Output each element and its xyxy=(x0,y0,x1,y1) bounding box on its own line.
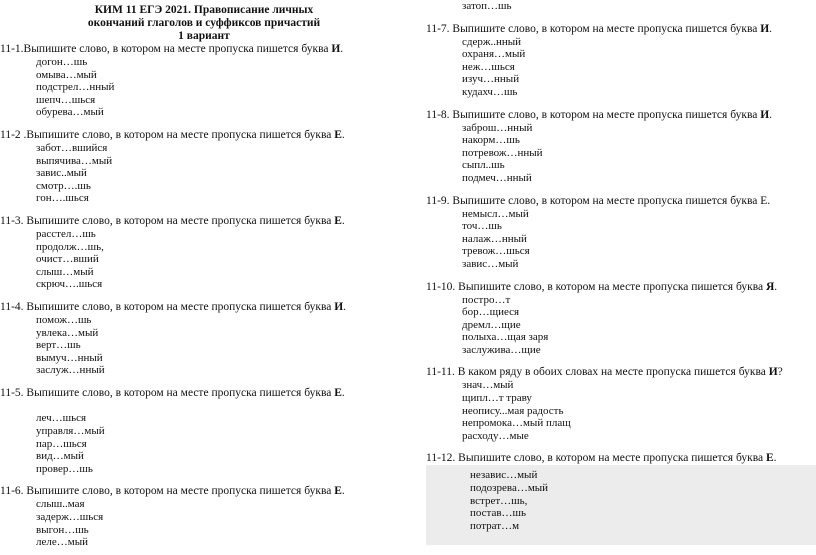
task-item xyxy=(0,387,408,476)
task-word: постро…т xyxy=(462,293,511,306)
task-letter: Е xyxy=(765,452,774,465)
task-question xyxy=(426,452,816,465)
task-word: вымуч…нный xyxy=(36,351,103,364)
task-word: управля…мый xyxy=(36,425,105,438)
task-item xyxy=(0,43,408,119)
task-question-tail: ? xyxy=(777,366,783,379)
task-word: немысл…мый xyxy=(462,207,529,220)
task-word: накорм…шь xyxy=(462,134,520,147)
task-question-text: 11-11. В каком ряду в обоих словах на месте пропуска пишется буква xyxy=(426,366,769,379)
task-question xyxy=(0,129,408,142)
task-question-tail: . xyxy=(341,128,345,141)
task-question-text: 11-7. Выпишите слово, в котором на месте пропуска пишется буква xyxy=(426,22,761,35)
task-word: очист…вший xyxy=(36,253,99,266)
task-word: полыха…щая заря xyxy=(462,331,549,344)
task-letter: Е xyxy=(334,214,342,227)
task-letter: Е xyxy=(334,485,342,498)
task-question xyxy=(0,215,408,228)
header-title xyxy=(0,4,408,43)
left-task-list xyxy=(0,43,408,549)
task-question-text: 11-5. Выпишите слово, в котором на месте пропуска пишется буква xyxy=(0,386,335,399)
task-question xyxy=(0,301,408,314)
task-word-list xyxy=(462,122,816,185)
task-word: изуч…нный xyxy=(462,73,520,86)
right-task-list xyxy=(426,23,816,546)
task-item xyxy=(426,23,816,99)
task-item xyxy=(426,109,816,185)
task-question-tail: . xyxy=(769,108,773,121)
task-letter: И xyxy=(334,300,344,313)
task-question-tail: . xyxy=(341,386,345,399)
task-word-list xyxy=(462,36,816,99)
task-letter: Я xyxy=(765,280,775,293)
task-word: забот…вшийся xyxy=(36,141,108,154)
task-question-text: 11-8. Выпишите слово, в котором на месте пропуска пишется буква xyxy=(426,108,761,121)
task-word: заброш…нный xyxy=(462,121,533,134)
task-word-list xyxy=(36,314,408,377)
header-line-1: КИМ 11 ЕГЭ 2021. Правописание личных xyxy=(94,4,314,16)
task-word: омыва…мый xyxy=(36,68,97,81)
task-word: вид…мый xyxy=(36,450,84,463)
task-word: завис..мый xyxy=(36,167,87,180)
task-question-text: 11-6. Выпишите слово, в котором на месте пропуска пишется буква xyxy=(0,485,335,498)
task-question-text: 11-2 .Выпишите слово, в котором на месте пропуска пишется буква xyxy=(0,128,335,141)
task-word: охраня…мый xyxy=(462,48,526,61)
task-question-text: 11-10. Выпишите слово, в котором на месте пропуска пишется буква xyxy=(426,280,766,293)
task-question xyxy=(0,387,408,400)
task-word-list xyxy=(426,465,816,545)
continued-word-list xyxy=(462,0,816,13)
task-question-tail: . xyxy=(774,280,778,293)
task-question-text: 11-12. Выпишите слово, в котором на месте пропуска пишется буква xyxy=(426,452,766,465)
task-word: скрюч….шься xyxy=(36,278,103,291)
task-word: сыпл..шь xyxy=(462,159,505,172)
task-word: расходу…мые xyxy=(462,429,529,442)
task-word: обурева…мый xyxy=(36,106,104,119)
task-word: знач…мый xyxy=(462,379,514,392)
task-word xyxy=(36,400,408,413)
task-letter: Е xyxy=(334,128,342,141)
task-word: догон…шь xyxy=(36,56,88,68)
task-word: заслужива…щие xyxy=(462,343,541,356)
task-word-list xyxy=(462,294,816,357)
task-word: завис…мый xyxy=(462,257,519,270)
task-question-tail: . xyxy=(773,452,777,465)
task-question xyxy=(426,281,816,294)
task-word: потрат…м xyxy=(470,519,520,532)
task-letter: Е xyxy=(334,386,342,399)
task-item xyxy=(0,215,408,291)
task-word: помож…шь xyxy=(36,313,92,326)
task-word: подмеч…нный xyxy=(462,171,532,184)
left-column xyxy=(0,0,408,549)
task-word-list xyxy=(36,400,408,476)
task-word: бор…щиеся xyxy=(462,306,520,319)
task-question-text: 11-1.Выпишите слово, в котором на месте пропуска пишется буква xyxy=(0,43,332,55)
task-word: верт…шь xyxy=(36,339,81,352)
task-question xyxy=(0,485,408,498)
task-word-list xyxy=(36,228,408,291)
task-question xyxy=(0,43,408,56)
task-word-list xyxy=(36,56,408,119)
task-word: сдерж..нный xyxy=(462,35,522,48)
task-word: выпячива…мый xyxy=(36,154,113,167)
task-word: смотр….шь xyxy=(36,179,91,192)
task-word: провер…шь xyxy=(36,462,93,475)
task-question-tail: . xyxy=(341,214,345,227)
task-question xyxy=(426,23,816,36)
task-word: дремл…щие xyxy=(462,318,521,331)
task-word-list xyxy=(36,498,408,548)
task-item xyxy=(426,281,816,357)
task-question-tail: . xyxy=(343,300,347,313)
task-word: независ…мый xyxy=(470,469,538,482)
task-word: шепч…шься xyxy=(36,93,96,106)
task-word: встрет…шь, xyxy=(470,494,528,507)
task-word: непромока…мый плащ xyxy=(462,417,571,430)
task-word: расстел…шь xyxy=(36,227,96,240)
right-column xyxy=(426,0,816,545)
task-item xyxy=(426,452,816,545)
header-line-3: 1 вариант xyxy=(178,30,230,42)
task-word: кудахч…шь xyxy=(462,85,518,98)
task-word: подстрел…нный xyxy=(36,81,115,94)
task-word-list xyxy=(462,379,816,442)
task-item xyxy=(0,301,408,377)
task-word-list xyxy=(462,208,816,271)
task-question-tail: . xyxy=(341,485,345,498)
task-word: щипл…т траву xyxy=(462,392,532,405)
task-word: постав…шь xyxy=(470,507,527,520)
task-question-tail: . xyxy=(340,43,344,55)
task-letter: И xyxy=(760,22,770,35)
task-word: потревож…нный xyxy=(462,146,543,159)
task-item xyxy=(426,366,816,442)
task-word: заслуж…нный xyxy=(36,364,105,377)
task-word: подозрева…мый xyxy=(470,482,549,495)
task-question-text: 11-3. Выпишите слово, в котором на месте пропуска пишется буква xyxy=(0,214,335,227)
task-word: увлека…мый xyxy=(36,326,99,339)
task-question-tail: . xyxy=(769,22,773,35)
task-word: налаж…нный xyxy=(462,232,527,245)
task-word: затоп…шь xyxy=(462,0,512,12)
task-question xyxy=(426,366,816,379)
task-word: тревож…шься xyxy=(462,245,530,258)
task-question-text: 11-9. Выпишите слово, в котором на месте пропуска пишется буква Е. xyxy=(426,194,771,207)
task-word: слыш…мый xyxy=(36,265,94,278)
task-letter: И xyxy=(768,366,778,379)
task-question-text: 11-4. Выпишите слово, в котором на месте пропуска пишется буква xyxy=(0,300,335,313)
task-word: продолж…шь, xyxy=(36,240,104,253)
task-question xyxy=(426,109,816,122)
task-word-list xyxy=(36,142,408,205)
task-letter: И xyxy=(331,43,341,55)
task-word: выгон…шь xyxy=(36,523,89,536)
task-word: леч…шься xyxy=(36,412,87,425)
task-question xyxy=(426,195,816,208)
task-word: точ…шь xyxy=(462,220,502,233)
task-word: леле…мый xyxy=(36,536,88,549)
task-letter: И xyxy=(760,108,770,121)
task-word: неж…шься xyxy=(462,60,515,73)
task-item xyxy=(426,195,816,271)
task-word: задерж…шься xyxy=(36,511,104,524)
task-item xyxy=(0,129,408,205)
task-word: пар…шься xyxy=(36,437,87,450)
task-item xyxy=(0,485,408,548)
task-word: слыш..мая xyxy=(36,498,85,511)
header-line-2: окончаний глаголов и суффиксов причастий xyxy=(87,17,321,29)
task-word: неопису...мая радость xyxy=(462,404,564,417)
task-word: гон….шься xyxy=(36,192,89,205)
